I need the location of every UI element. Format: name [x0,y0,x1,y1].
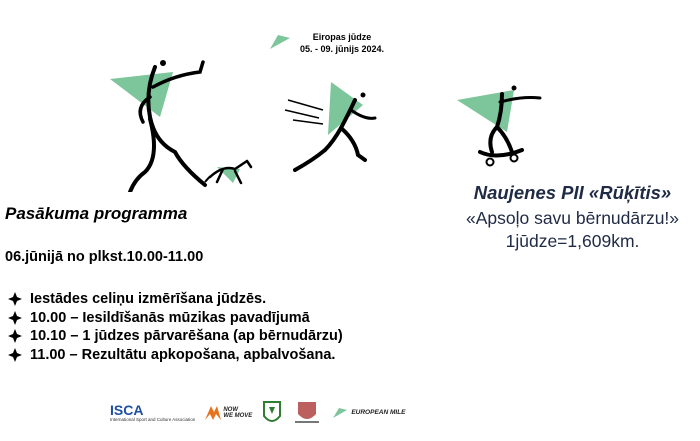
european-mile-small-icon [332,407,348,419]
municipality-coat-of-arms-icon [292,400,322,426]
organizer-title: Naujenes PII «Rūķītis» [473,182,672,203]
schedule-item [8,290,343,309]
event-slogan: «Apsoļo savu bērnudārzu!» [465,208,680,228]
isca-logo [110,401,196,422]
organizer-block [440,182,700,253]
schedule-list [8,290,343,364]
schedule-item-text: 10.00 – Iesildīšanās mūzikas pavadījumā [30,309,310,326]
schedule-item [8,327,343,346]
event-header [300,31,384,55]
diamond-bullet-icon [8,292,22,306]
program-title: Pasākuma programma [5,204,188,223]
runner-with-dog-illustration [105,57,270,192]
now-we-move-icon [205,406,221,420]
skateboarder-illustration [452,82,552,172]
event-name: Eiropas jūdze [312,32,372,42]
schedule-item [8,309,343,328]
nwm-line1: NOW [223,406,238,413]
program-date-time: 06.jūnijā no plkst.10.00-11.00 [5,249,204,265]
nwm-line2: WE MOVE [223,412,253,419]
now-we-move-logo [205,406,252,420]
schedule-item-text: 10.10 – 1 jūdzes pārvarēšana (ap bērnudārzu) [30,328,343,344]
schedule-item-text: 11.00 – Rezultātu apkopošana, apbalvošana. [30,346,336,363]
mile-conversion: 1jūdze=1,609km. [505,231,640,251]
sprinter-illustration [283,80,383,175]
sports-club-crest-icon [262,400,282,426]
diamond-bullet-icon [8,311,22,325]
european-mile-logo [332,407,405,419]
diamond-bullet-icon [8,348,22,362]
event-dates: 05. - 09. jūnijs 2024. [300,44,385,54]
isca-logo-text: ISCA [110,401,144,418]
partner-logos [110,395,406,430]
diamond-bullet-icon [8,329,22,343]
schedule-item-text: Iestādes celiņu izmērīšana jūdzēs. [30,291,267,307]
schedule-item [8,346,343,365]
isca-logo-caption: International Sport and Culture Association [110,416,196,422]
european-mile-label: EUROPEAN MILE [351,409,406,416]
european-mile-logo-icon [268,33,292,51]
